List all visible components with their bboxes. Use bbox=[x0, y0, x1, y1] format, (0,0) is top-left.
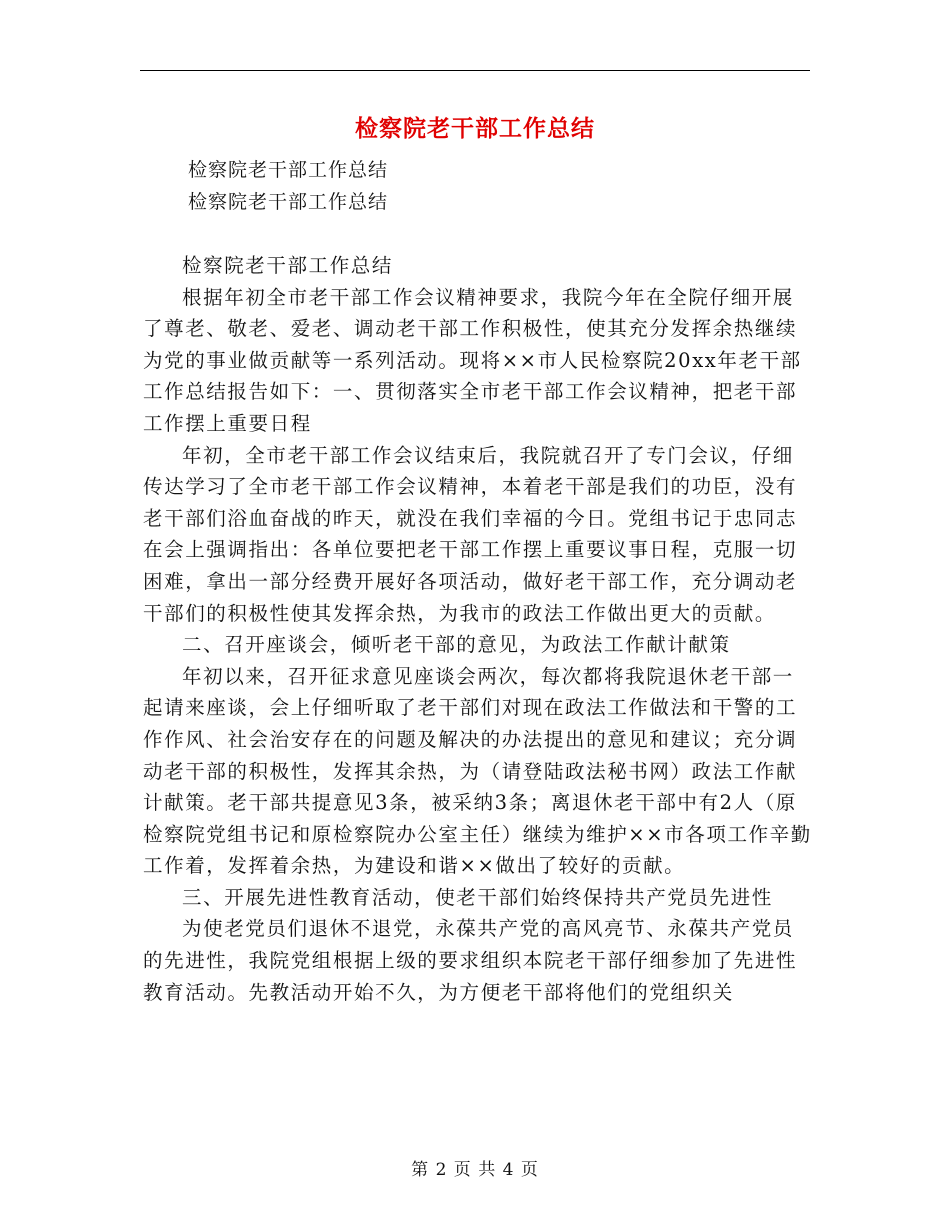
document-title: 检察院老干部工作总结 bbox=[355, 115, 595, 142]
paragraph: 检察院老干部工作总结 bbox=[182, 254, 394, 277]
paragraph: 年初以来，召开征求意见座谈会两次，每次都将我院退休老干部一起请来座谈，会上仔细听取了老干部们对现在政法工作做法和干警的工作作风、社会治安存在的问题及解决的办法提出的意见和建议；充分调动老干部的积极性，发挥其余热，为（请登陆政法秘书网）政法工作献计献策。老干部共提意见3条，被采纳3条；离退休老干部中有2人（原检察院党组书记和原检察院办公室主任）继续为维护××市各项工作辛勤工作着，发挥着余热，为建设和谐××做出了较好的贡献。 bbox=[143, 664, 812, 878]
paragraph: 年初，全市老干部工作会议结束后，我院就召开了专门会议，仔细传达学习了全市老干部工作会议精神，本着老干部是我们的功臣，没有老干部们浴血奋战的昨天，就没在我们幸福的今日。党组书记于忠同志在会上强调指出：各单位要把老干部工作摆上重要议事日程，克服一切困难，拿出一部分经费开展好各项活动，做好老干部工作，充分调动老干部们的积极性使其发挥余热，为我市的政法工作做出更大的贡献。 bbox=[143, 443, 798, 625]
paragraph: 根据年初全市老干部工作会议精神要求，我院今年在全院仔细开展了尊老、敬老、爱老、调动老干部工作积极性，使其充分发挥余热继续为党的事业做贡献等一系列活动。现将××市人民检察院20xx年老干部工作总结报告如下：一、贯彻落实全市老干部工作会议精神，把老干部工作摆上重要日程 bbox=[143, 285, 802, 435]
section-heading: 三、开展先进性教育活动，使老干部们始终保持共产党员先进性 bbox=[182, 885, 773, 909]
paragraph: 为使老党员们退休不退党，永葆共产党的高风亮节、永葆共产党员的先进性，我院党组根据上级的要求组织本院老干部仔细参加了先进性教育活动。先教活动开始不久，为方便老干部将他们的党组织关 bbox=[143, 917, 798, 1004]
document-body bbox=[143, 250, 813, 1008]
section-heading: 二、召开座谈会，倾听老干部的意见，为政法工作献计献策 bbox=[182, 633, 731, 657]
subtitle-line: 检察院老干部工作总结 bbox=[188, 159, 389, 181]
header-rule bbox=[140, 70, 810, 71]
page-number: 第 2 页 共 4 页 bbox=[411, 1160, 539, 1180]
subtitle-line: 检察院老干部工作总结 bbox=[188, 191, 389, 213]
